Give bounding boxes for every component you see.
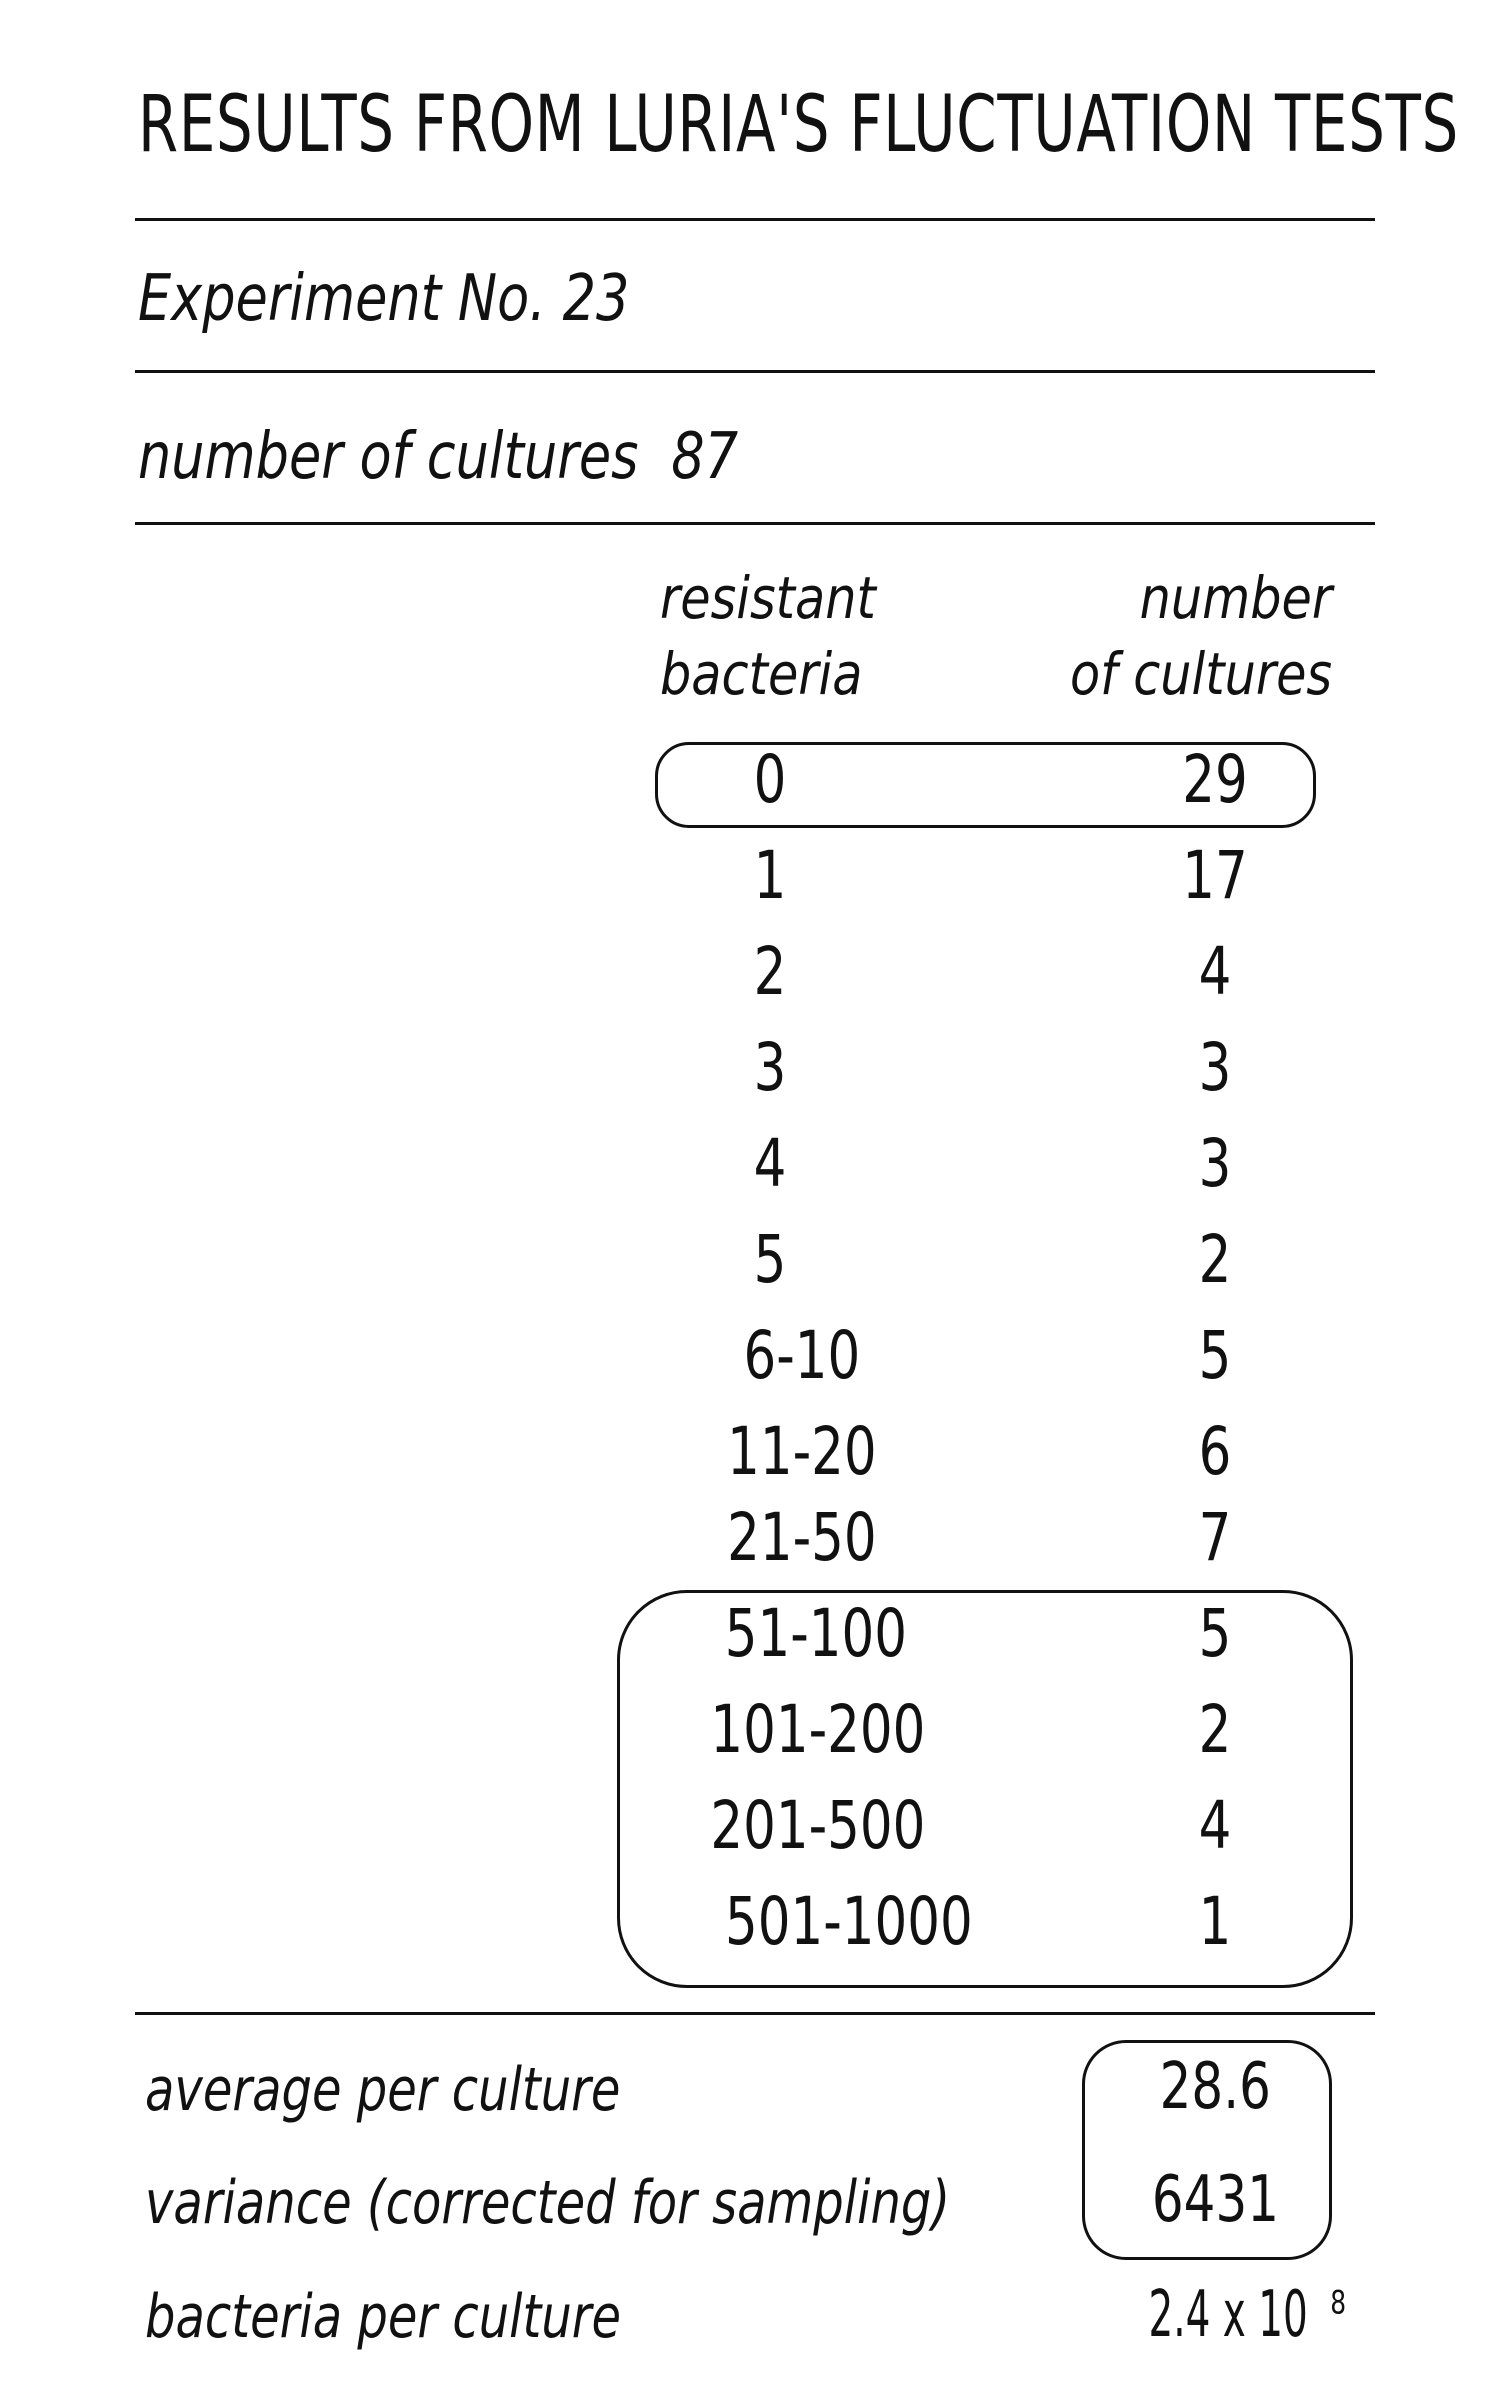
cell-cultures: 7 (1198, 1499, 1232, 1576)
cell-cultures: 5 (1198, 1595, 1232, 1672)
header-resistant-bacteria (660, 560, 876, 712)
divider (135, 218, 1375, 221)
average-label: average per culture (145, 2055, 621, 2125)
divider (135, 522, 1375, 525)
divider (135, 2012, 1375, 2015)
cell-resistant: 51-100 (724, 1595, 908, 1672)
cell-cultures: 2 (1198, 1691, 1232, 1768)
page-title: RESULTS FROM LURIA'S FLUCTUATION TESTS (138, 80, 1459, 170)
cell-cultures: 5 (1198, 1317, 1232, 1394)
cell-cultures: 3 (1198, 1125, 1232, 1202)
cell-resistant: 5 (753, 1221, 787, 1298)
cultures-label: number of cultures (138, 420, 639, 494)
cell-resistant: 3 (753, 1029, 787, 1106)
cell-resistant: 501-1000 (724, 1883, 973, 1960)
cell-resistant: 4 (753, 1125, 787, 1202)
divider (135, 370, 1375, 373)
header-number-line1: number (1139, 564, 1333, 632)
cell-resistant: 1 (753, 837, 787, 914)
cell-resistant: 21-50 (727, 1499, 877, 1576)
cell-cultures: 2 (1198, 1221, 1232, 1298)
cultures-value: 87 (671, 420, 739, 494)
average-value: 28.6 (1159, 2050, 1271, 2124)
bacteria-value-base: 2.4 x 10 (1148, 2278, 1308, 2352)
cell-resistant: 11-20 (727, 1413, 877, 1490)
cell-resistant: 201-500 (710, 1787, 926, 1864)
cultures-line (138, 420, 738, 494)
cell-cultures: 29 (1182, 741, 1248, 818)
bacteria-value-exponent: 8 (1330, 2283, 1347, 2322)
header-number-of-cultures (1070, 560, 1332, 712)
cell-cultures: 4 (1198, 933, 1232, 1010)
cell-resistant: 0 (753, 741, 787, 818)
header-resistant-line2: bacteria (660, 640, 863, 708)
cell-cultures: 3 (1198, 1029, 1232, 1106)
cell-cultures: 6 (1198, 1413, 1232, 1490)
variance-label: variance (corrected for sampling) (145, 2168, 951, 2238)
bacteria-per-culture-label: bacteria per culture (145, 2282, 622, 2352)
cell-resistant: 2 (753, 933, 787, 1010)
cell-resistant: 101-200 (710, 1691, 926, 1768)
highlight-box-zero-row (655, 742, 1316, 828)
bacteria-per-culture-value (1095, 2278, 1355, 2352)
cell-resistant: 6-10 (743, 1317, 861, 1394)
header-number-line2: of cultures (1070, 640, 1333, 708)
highlight-box-summary (1082, 2040, 1332, 2260)
highlight-box-large-mutants (617, 1590, 1353, 1988)
header-resistant-line1: resistant (660, 564, 876, 632)
cell-cultures: 4 (1198, 1787, 1232, 1864)
cell-cultures: 17 (1182, 837, 1248, 914)
experiment-label: Experiment No. 23 (138, 262, 630, 336)
cell-cultures: 1 (1198, 1883, 1232, 1960)
variance-value: 6431 (1151, 2163, 1279, 2237)
